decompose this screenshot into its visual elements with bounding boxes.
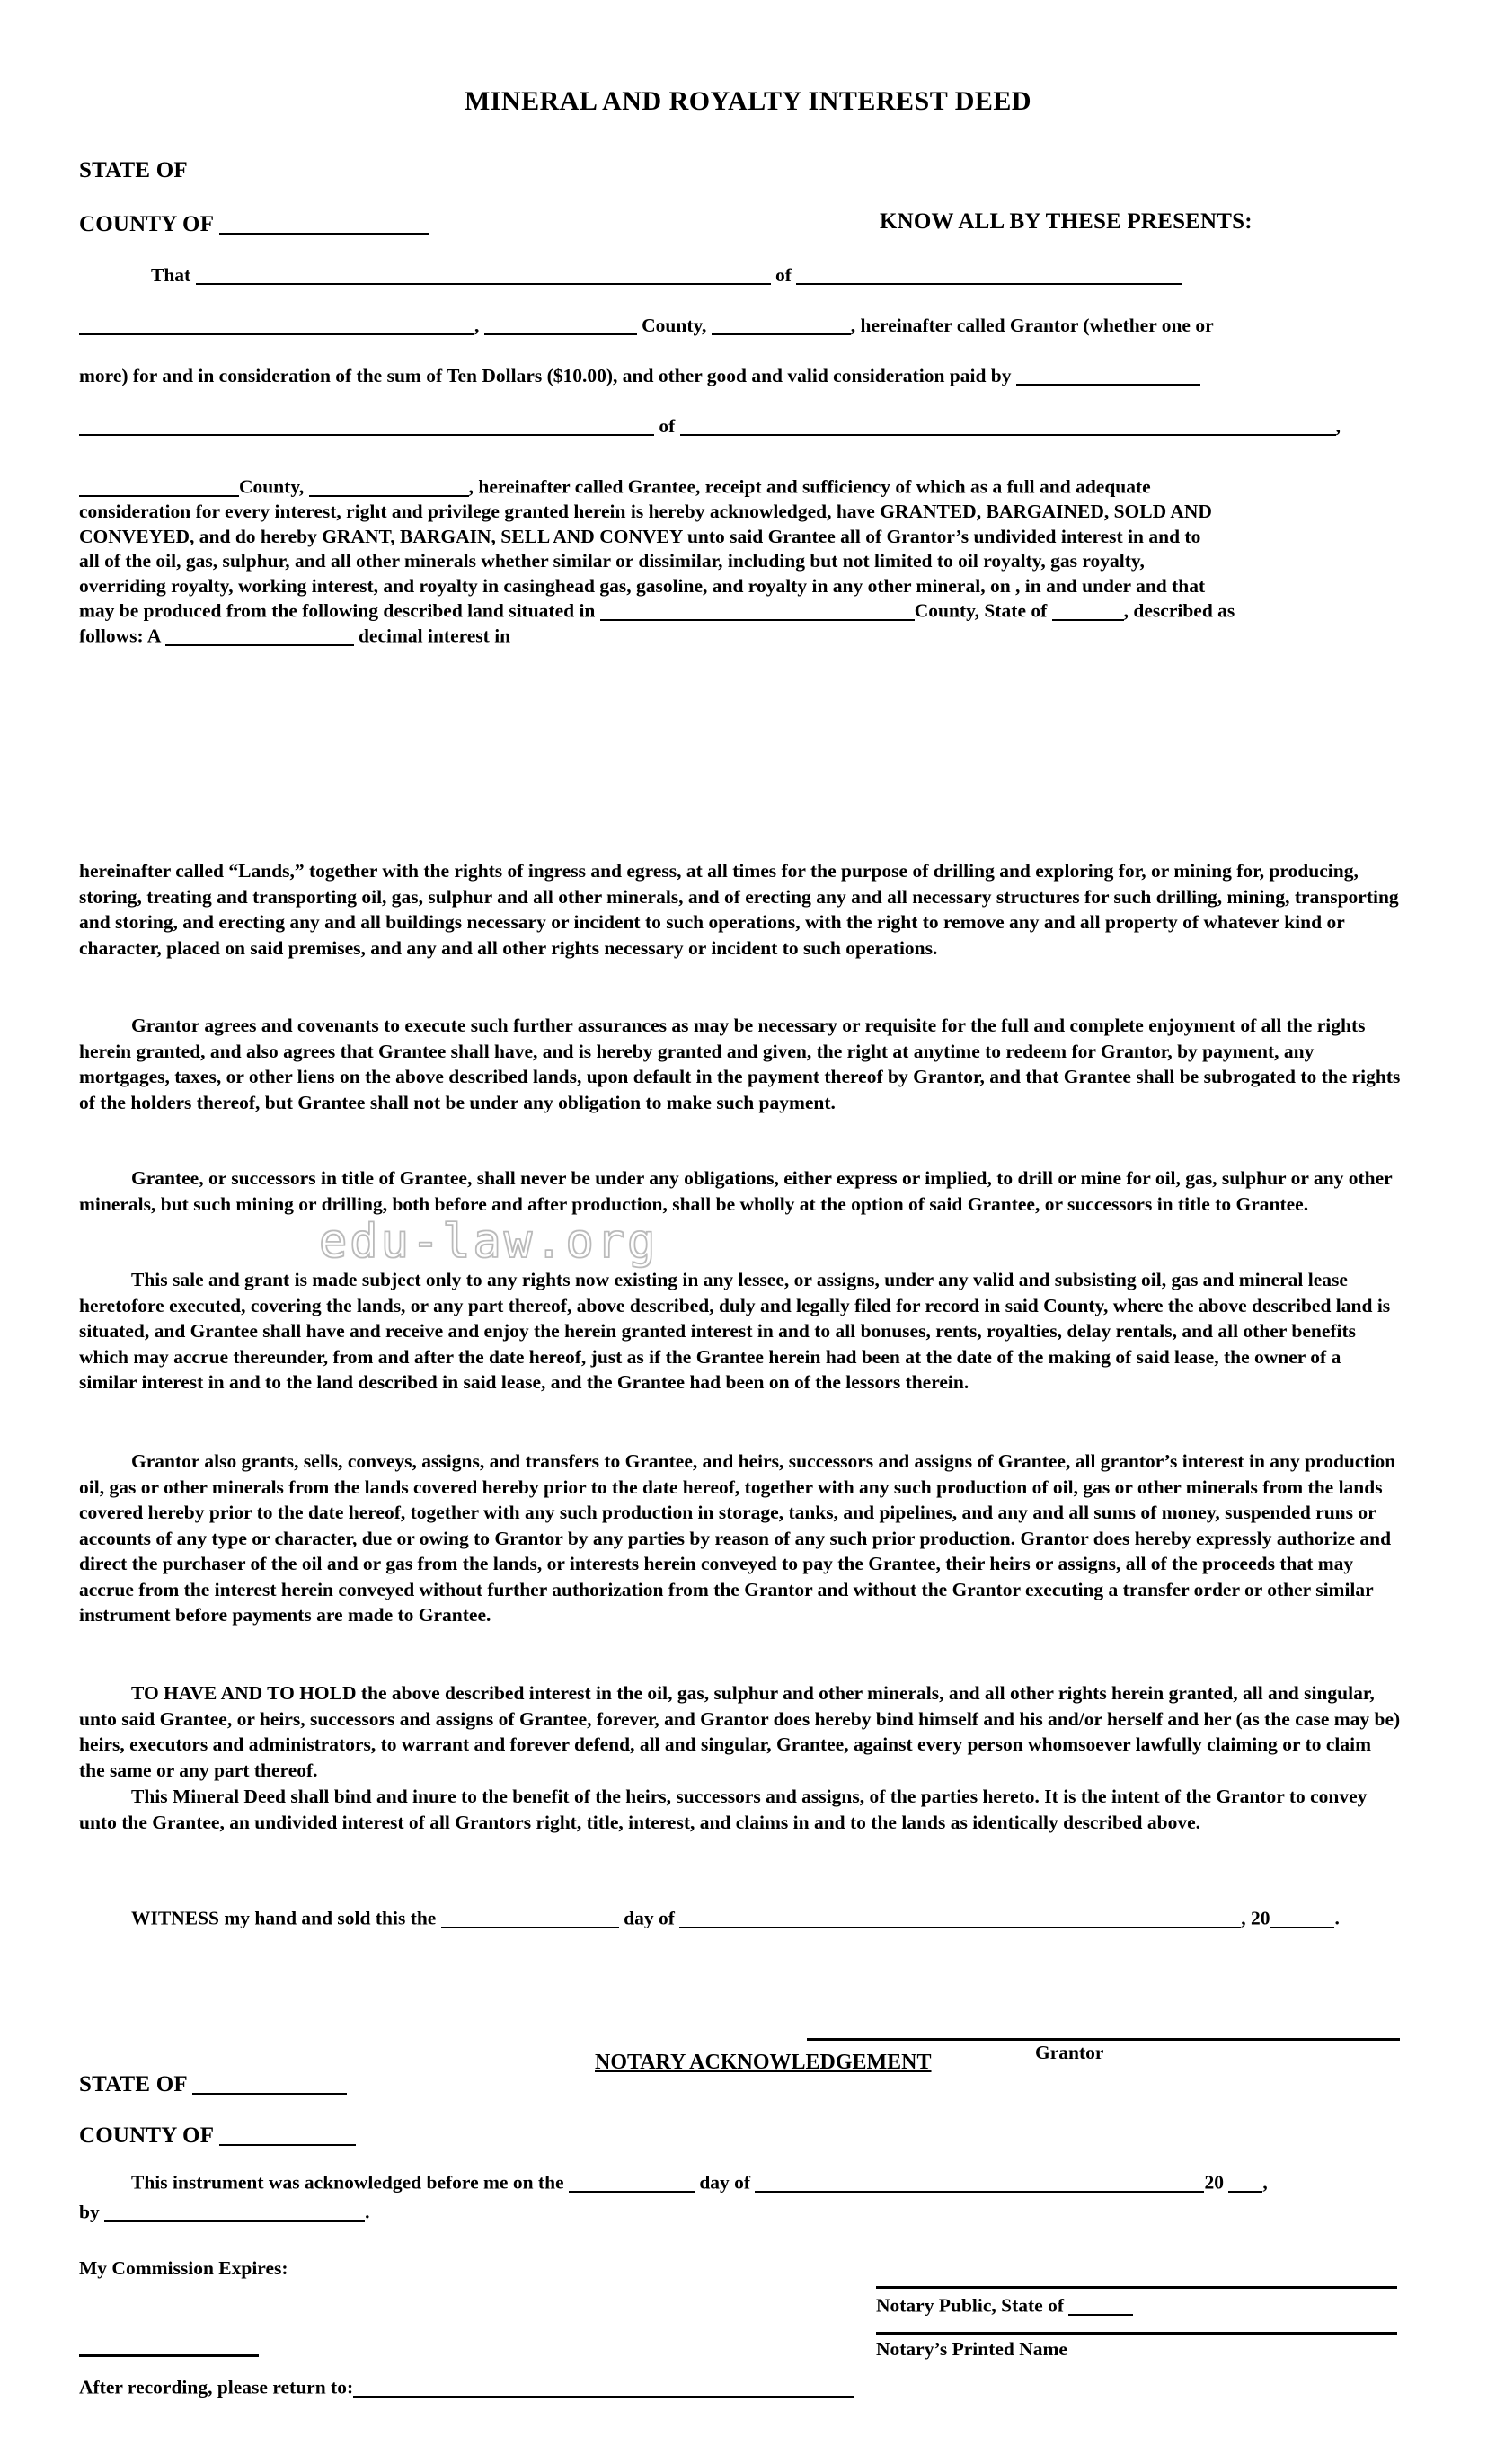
county-state-text: County, State of <box>914 599 1048 622</box>
intro-block <box>79 250 1400 451</box>
notary-public-signature-rule[interactable] <box>876 2286 1397 2289</box>
commission-expires-rule[interactable] <box>79 2354 259 2357</box>
that-label: That <box>151 264 191 286</box>
paragraph-no-obligation-text: Grantee, or successors in title of Grantee, shall never be under any obligations, either express or implied, to drill or mine for oil, gas, sulphur or any other minerals, but such mining or drilling, both before and after production, shall be wholly at the option of said Grantee, or successors in title to Grantee. <box>79 1167 1393 1215</box>
notary-state-of-label: STATE OF <box>79 2071 187 2096</box>
grantee-state-blank[interactable] <box>309 474 469 497</box>
comma-1: , <box>474 315 480 336</box>
dense-line-1 <box>79 474 1402 500</box>
state-of-heading <box>79 158 188 183</box>
grantor-address-blank[interactable] <box>796 262 1182 285</box>
county-of-blank[interactable] <box>219 209 429 235</box>
paragraph-also-grants-text: Grantor also grants, sells, conveys, assigns, and transfers to Grantee, and heirs, successors and assigns of Grantee, all grantor’s interest in any production oil, gas or other minerals from the lands covered hereby prior to the date hereof, together with any such production of oil, gas or other minerals from the lands covered hereby prior to the date hereof, together with any such production in storage, tanks, and pipelines, and any and all sums of money, suspended runs or accounts of any type or character, due or owing to Grantor by any parties by reason of any such prior production. Grantor does hereby expressly authorize and direct the purchaser of the oil and or gas from the lands, or interests herein conveyed to pay the Grantee, their heirs or assigns, all of the proceeds that may accrue from the interest herein conveyed without further authorization from the Grantor and without the Grantor executing a transfer order or other similar instrument before payments are made to Grantee. <box>79 1450 1396 1626</box>
paragraph-subject-to-lease-text: This sale and grant is made subject only to any rights now existing in any lessee, or assigns, under any valid and subsisting oil, gas and mineral lease heretofore executed, covering the lands, or any part thereof, above described, duly and legally filed for record in said County, where the above described land is situated, and Grantee shall have and receive and enjoy the herein granted interest in and to all bonuses, rents, royalties, delay rentals, and all other benefits which may accrue thereunder, from and after the date hereof, just as if the Grantee herein had been at the date of the making of said lease, the owner of a similar interest in and to the land described in said lease, and the Grantee had been on of the lessors therein. <box>79 1269 1391 1393</box>
notary-by-label: by <box>79 2201 100 2223</box>
notary-public-label-row <box>876 2293 1133 2318</box>
notary-ack-day-blank[interactable] <box>569 2170 695 2193</box>
watermark: edu-law.org <box>319 1215 659 1269</box>
notary-printed-name-label: Notary’s Printed Name <box>876 2338 1067 2360</box>
paragraph-subject-to-lease <box>79 1267 1402 1396</box>
witness-prefix: WITNESS my hand and sold this the <box>131 1907 437 1929</box>
of-label-2: of <box>659 415 676 437</box>
notary-acknowledgement-line <box>79 2170 1268 2194</box>
notary-county-of-label: COUNTY OF <box>79 2123 214 2148</box>
after-recording-row <box>79 2375 854 2399</box>
comma-2: , <box>1335 415 1341 437</box>
notary-county-of-row <box>79 2121 356 2149</box>
notary-state-blank[interactable] <box>192 2070 347 2095</box>
grantor-state-blank[interactable] <box>712 313 851 335</box>
intro-line-that <box>79 250 1400 300</box>
granting-clause-block <box>79 474 1402 650</box>
dense-line-5: overriding royalty, working interest, and royalty in casinghead gas, gasoline, and royalty in any other mineral, on , in and under and that <box>79 574 1206 597</box>
notary-ack-day-of: day of <box>699 2171 751 2194</box>
witness-year-prefix: , 20 <box>1241 1907 1270 1929</box>
notary-ack-prefix: This instrument was acknowledged before me on the <box>131 2171 564 2194</box>
paragraph-habendum-text: TO HAVE AND TO HOLD the above described interest in the oil, gas, sulphur and other minerals, and all other rights herein granted, all and singular, unto said Grantee, or heirs, successors and assigns of Grantee, forever, and Grantor does hereby bind himself and his and/or herself and her (as the case may be) heirs, executors and administrators, to warrant and forever defend, all and singular, Grantee, against every person whomsoever lawfully claiming or to claim the same or any part thereof. <box>79 1682 1401 1781</box>
decimal-interest-label: decimal interest in <box>358 625 511 648</box>
dense-line-2: consideration for every interest, right and privilege granted herein is hereby acknowledged, have GRANTED, BARGAINED, SOLD AND <box>79 501 1212 523</box>
land-county-blank[interactable] <box>600 598 915 621</box>
witness-period: . <box>1334 1907 1340 1929</box>
grantor-city-blank[interactable] <box>79 313 474 335</box>
land-state-blank[interactable] <box>1052 598 1124 621</box>
decimal-interest-blank[interactable] <box>165 624 354 646</box>
grantee-county-blank[interactable] <box>79 474 239 497</box>
know-all-heading: KNOW ALL BY THESE PRESENTS: <box>880 209 1253 234</box>
after-recording-blank[interactable] <box>353 2375 854 2398</box>
intro-line-consideration <box>79 350 1400 401</box>
witness-year-blank[interactable] <box>1270 1906 1334 1928</box>
notary-ack-comma: , <box>1262 2171 1268 2194</box>
dense-line-3: CONVEYED, and do hereby GRANT, BARGAIN, SELL AND CONVEY unto said Grantee all of Grantor’s undivided interest in and to <box>79 525 1201 547</box>
notary-by-blank[interactable] <box>104 2200 365 2222</box>
notary-acknowledgement-heading: NOTARY ACKNOWLEDGEMENT <box>595 2051 932 2074</box>
of-label-1: of <box>775 264 792 286</box>
grantor-tail: , hereinafter called Grantor (whether one or <box>850 315 1214 336</box>
grantor-county-blank[interactable] <box>484 313 637 335</box>
witness-day-of: day of <box>624 1907 675 1929</box>
notary-public-state-blank[interactable] <box>1068 2293 1133 2316</box>
grantor-signature-label: Grantor <box>1035 2042 1104 2063</box>
county-of-heading <box>79 209 429 237</box>
witness-line <box>79 1906 1340 1930</box>
state-of-label: STATE OF <box>79 158 188 182</box>
grantee-paidby-blank[interactable] <box>1016 363 1200 386</box>
notary-public-label: Notary Public, State of <box>876 2294 1064 2317</box>
notary-state-of-row <box>79 2070 347 2097</box>
dense-line-4: all of the oil, gas, sulphur, and all other minerals whether similar or dissimilar, including but not limited to oil royalty, gas royalty, <box>79 550 1145 572</box>
dense-line-7 <box>79 624 1402 649</box>
intro-line-grantee-of <box>79 401 1400 451</box>
county-of-label: COUNTY OF <box>79 211 214 236</box>
notary-county-blank[interactable] <box>219 2121 356 2146</box>
paragraph-no-obligation <box>79 1166 1402 1217</box>
described-as-text: , described as <box>1123 599 1235 622</box>
after-recording-label: After recording, please return to: <box>79 2376 354 2398</box>
witness-month-blank[interactable] <box>679 1906 1241 1928</box>
notary-by-line <box>79 2200 369 2224</box>
paragraph-binding-text: This Mineral Deed shall bind and inure to the benefit of the heirs, successors and assigns, of the parties hereto. It is the intent of the Grantor to convey unto the Grantee, an undivided interest of all Grantors right, title, interest, and claims in and to the lands as identically described above. <box>79 1786 1368 1833</box>
grantor-signature-rule[interactable] <box>807 2038 1400 2041</box>
notary-ack-year: 20 <box>1204 2171 1224 2194</box>
paragraph-lands: hereinafter called “Lands,” together with the rights of ingress and egress, at all times for the purpose of drilling and exploring for, or mining for, producing, storing, treating and transporting oil, gas, sulphur and all other minerals, and of erecting any and all necessary structures for such drilling, mining, transporting and storing, and erecting any and all buildings necessary or incident to such operations, with the right to remove any and all property of whatever kind or character, placed on said premises, and any and all other rights necessary or incident to such operations. <box>79 860 1399 959</box>
paragraph-covenants <box>79 1013 1402 1115</box>
grantor-name-blank[interactable] <box>196 262 771 285</box>
notary-by-period: . <box>365 2201 370 2223</box>
paragraph-binding <box>79 1784 1402 1835</box>
notary-printed-name-rule[interactable] <box>876 2332 1397 2335</box>
notary-ack-year-blank[interactable] <box>1228 2170 1262 2193</box>
dense-line-6 <box>79 598 1402 624</box>
follows-label: follows: A <box>79 625 161 648</box>
witness-day-blank[interactable] <box>441 1906 619 1928</box>
grantee-name-blank[interactable] <box>79 413 654 436</box>
paragraph-also-grants <box>79 1449 1402 1628</box>
dense-line1-tail: , hereinafter called Grantee, receipt and sufficiency of which as a full and adequate <box>468 475 1151 498</box>
county-word-2: County, <box>239 475 305 498</box>
grantee-address-blank[interactable] <box>680 413 1336 436</box>
consideration-text: more) for and in consideration of the sum of Ten Dollars ($10.00), and other good and valid consideration paid by <box>79 365 1012 386</box>
land-situated-text: may be produced from the following described land situated in <box>79 599 596 622</box>
notary-ack-month-blank[interactable] <box>755 2170 1204 2193</box>
page-title: MINERAL AND ROYALTY INTEREST DEED <box>464 86 1032 116</box>
paragraph-covenants-text: Grantor agrees and covenants to execute such further assurances as may be necessary or requisite for the full and complete enjoyment of all the rights herein granted, and also agrees that Grantee shall have, and is hereby granted and given, the right at anytime to redeem for Grantor, by payment, any mortgages, taxes, or other liens on the above described lands, upon default in the payment thereof by Grantor, and that Grantee shall be subrogated to the rights of the holders thereof, but Grantee shall not be under any obligation to make such payment. <box>79 1015 1401 1113</box>
paragraph-habendum <box>79 1680 1402 1783</box>
commission-expires-label: My Commission Expires: <box>79 2257 288 2279</box>
intro-line-county <box>79 300 1400 350</box>
county-word-1: County, <box>642 315 707 336</box>
